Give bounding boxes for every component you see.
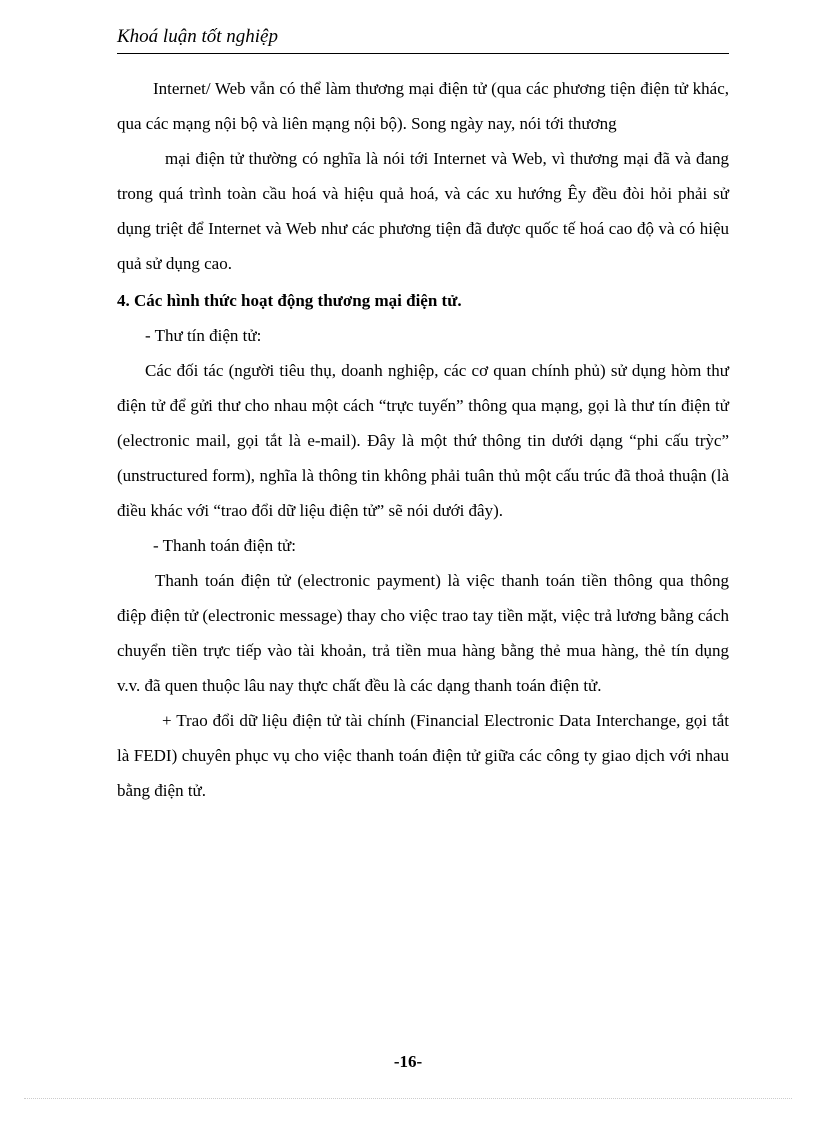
page-number: -16- [393,1052,423,1071]
paragraph-payment: Thanh toán điện tử (electronic payment) là việc thanh toán tiền thông qua thông điệp điện tử (electronic message) thay cho việc trao tay tiền mặt, việc trả lương bằng cách chuyển tiền trực tiếp vào tài khoản, trả tiền mua hàng bằng thẻ mua hàng, thẻ tín dụng v.v. đã quen thuộc lâu nay thực chất đều là các dạng thanh toán điện tử. [117,571,729,695]
paragraph-email: Các đối tác (người tiêu thụ, doanh nghiệp, các cơ quan chính phủ) sử dụng hòm thư điện tử để gửi thư cho nhau một cách “trực tuyến” thông qua mạng, gọi là thư tín điện tử (electronic mail, gọi tắt là e-mail). Đây là một thứ thông tin dưới dạng “phi cấu trỳc” (unstructured form), nghĩa là thông tin không phải tuân thủ một cấu trúc đã thoả thuận (là điều khác với “trao đổi dữ liệu điện tử” sẽ nói dưới đây). [117,361,729,520]
paragraph-ecommerce-meaning: mại điện tử thường có nghĩa là nói tới Internet và Web, vì thương mại đã và đang trong quá trình toàn cầu hoá và hiệu quả hoá, và các xu hướng Êy đều đòi hỏi phải sử dụng triệt để Internet và Web như các phương tiện đã được quốc tế hoá cao độ và có hiệu quả sử dụng cao. [117,149,729,273]
footer-divider [24,1098,792,1099]
paragraph-internet-web: Internet/ Web vẫn có thể làm thương mại điện tử (qua các phương tiện điện tử khác, qua các mạng nội bộ và liên mạng nội bộ). Song ngày nay, nói tới thương [117,79,729,133]
subheading-email: - Thư tín điện tử: [145,326,262,345]
header-rule [117,53,729,54]
subheading-payment: - Thanh toán điện tử: [153,536,296,555]
paragraph-fedi: + Trao đổi dữ liệu điện tử tài chính (Financial Electronic Data Interchange, gọi tắt là FEDI) chuyên phục vụ cho việc thanh toán điện tử giữa các công ty giao dịch với nhau bằng điện tử. [117,711,729,800]
body-text [117,71,729,808]
section-heading-4: 4. Các hình thức hoạt động thương mại điện tử. [117,291,462,310]
header-title: Khoá luận tốt nghiệp [117,26,278,47]
